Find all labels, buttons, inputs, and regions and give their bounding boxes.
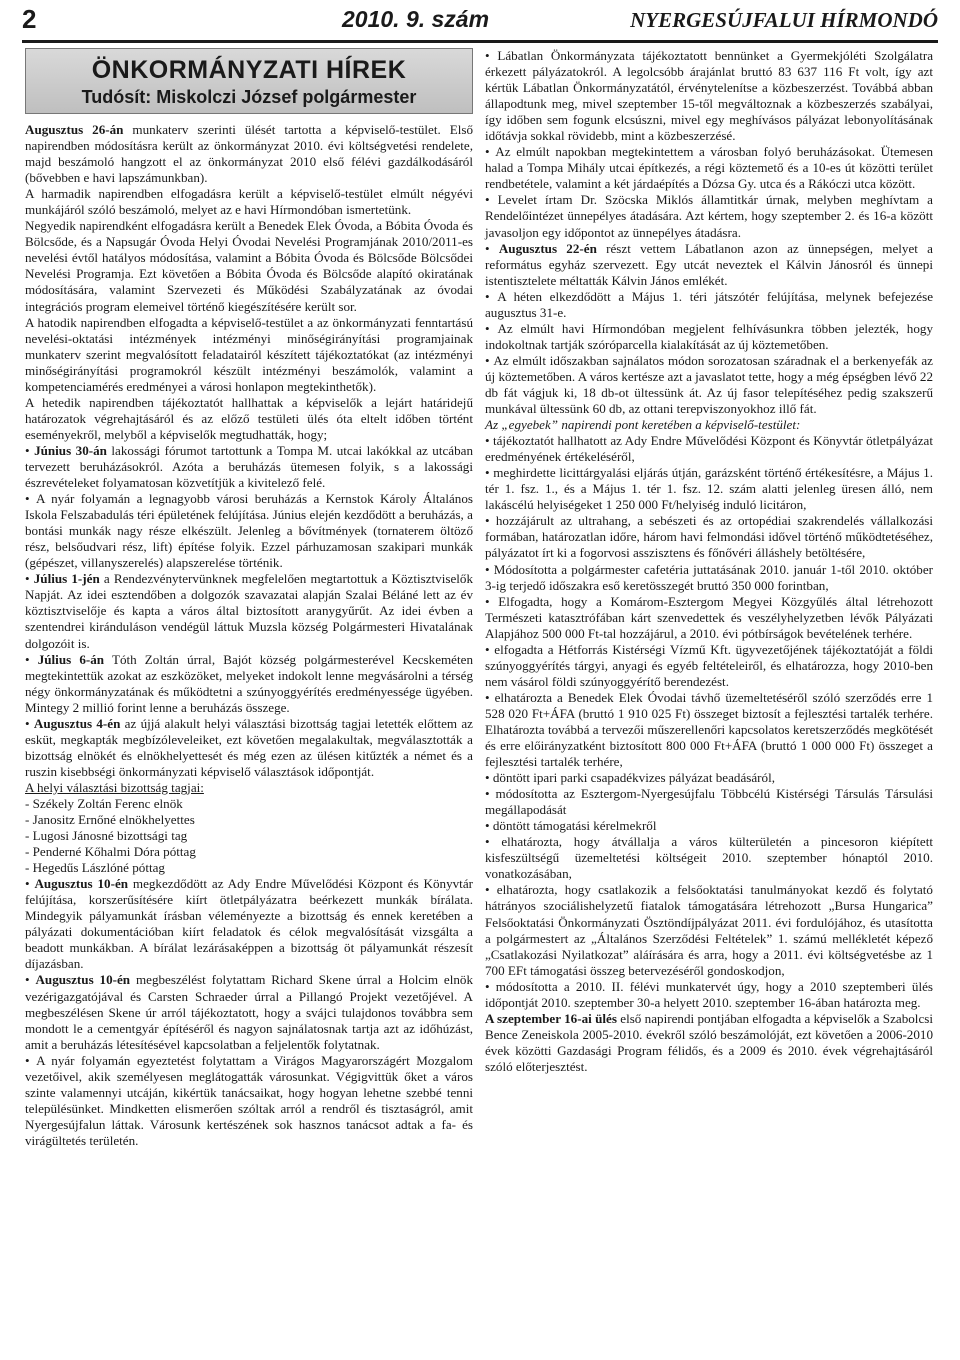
bullet-item: • Az elmúlt havi Hírmondóban megjelent felhívásunkra többen jelezték, hogy indokoltnak tartják szóróparcella kialakítását az új köztemetőben. [485,321,933,353]
agenda-item: • döntött ipari parki csapadékvizes pályázat beadásáról, [485,770,933,786]
paper-title: NYERGESÚJFALUI HÍRMONDÓ [630,8,938,32]
section-title-box [25,48,473,114]
date-lead: Június 30-án [34,442,107,458]
date-lead: Augusztus 10-én [34,876,129,892]
member-item: - Hegedűs Lászlóné póttag [25,860,165,876]
bullet-text: az újjá alakult helyi választási bizottság tagjai letették előttem az esküt, megkapták megbízóleveleiket, ezt követően megalakultak, megválasztották a bizottság elnökét és elnökhelyettesét és még ezen az ülésen kitűzték a német és a ruszin kisebbségi önkormányzati képviselő választások időpontját. [25,715,473,779]
date-lead: A szeptember 16-ai ülés [485,1010,617,1026]
page-header [22,2,938,42]
member-item: - Penderné Kőhalmi Dóra póttag [25,844,196,860]
date-lead: Augusztus 10-én [35,972,131,988]
bullet-item: • Az elmúlt időszakban sajnálatos módon sorozatosan száradnak el a berkenyefák az új köztemetőben. A város kertésze azt a javaslatot tette, hogy a még épségben lévő 22 db fát vágjuk ki, 18 db-ot ültessünk át. Az új fasor telepítéséhez pedig szakszerű munkával ültessünk 60 db, az ottani terepviszonyokhoz illő fát. [485,353,933,417]
agenda-item: • elhatározta, hogy átvállalja a város külterületén a pincesoron kiépített kisfeszültségű üzemeltetési költségeit 2010. szeptember hónaptól 2010. vonatkozásában, [485,834,933,882]
agenda-item: • módosította az Esztergom-Nyergesújfalu Többcélú Kistérségi Társulás Társulási megállapodását [485,786,933,818]
egyebek-title [485,417,933,433]
section-title: ÖNKORMÁNYZATI HÍREK [91,56,407,84]
date-lead: Augusztus 26-án [25,122,124,137]
member-item: - Székely Zoltán Ferenc elnök [25,795,183,811]
bullet-item [25,876,473,972]
agenda-item: • döntött támogatási kérelmekről [485,818,933,834]
bullet-item: • A nyár folyamán egyeztetést folytattam a Virágos Magyarországért Mozgalom vezetőivel, akik személyesen meglátogatták városunkat. Végigvittük őket a város szinte valamennyi utcáján, kikértük tanácsaikat, hogy hogyan lehetne szebbé tenni településünket. Mindketten elismerően szóltak arról a rendről és tisztaságról, amit Nyergesújfalun láttak. Városunk kertészének sok hasznos tanácsot adtak a fa- és virágültetés területén. [25,1053,473,1149]
bullet-item: • A nyár folyamán a legnagyobb városi beruházás a Kernstok Károly Általános Iskola Felszabadulás téri épületének felújítása. Június elején kezdődött a beruházás, a bontási munkák nagy része elkészült. Jelenleg a bővítmények (tornaterem öltöző rész, belsőudvari rész, lift) építése folyik. Ezzel párhuzamosan szakipari munkák (gépészet, villanyszerelés) alapszerelése történik. [25,491,473,571]
bullet-item: • Levelet írtam Dr. Szöcska Miklós államtitkár úrnak, melyben meghívtam a Rendelőintézet ünnepélyes átadására. Azt kértem, hogy szeptember 2. és 16-a között javasoljon egy időpontot az ünnepélyes átadásra. [485,192,933,240]
agenda-item: • tájékoztatót hallhatott az Ady Endre Művelődési Központ és Könyvtár ötletpályázat eredményének értékeléséről, [485,433,933,465]
date-lead: Július 6-án [37,651,105,667]
agenda-item: • Módosította a polgármester cafetéria juttatásának 2010. január 1-től 2010. október 3-ig terjedő időszakra eső keretösszegét bruttó 350 000 forintban, [485,562,933,594]
agenda-item: • Elfogadta, hogy a Komárom-Esztergom Megyei Közgyűlés által létrehozott Természeti katasztrófában kárt szenvedettek és veszélyhelyzetben lévők Pályázati Alapjához 500 000 Ft-tal hozzájárul, a 2010. évi pótbírságok bevételének terhére. [485,594,933,642]
header-rule [22,40,938,43]
paragraph: A hetedik napirendben tájékoztatót hallhattak a képviselők a lejárt határidejű határozatok végrehajtásáról és az előző testületi ülés óta eltelt időben történt eseményekről, melyből a képviselők megtudhatták, hogy; [25,394,473,442]
section-subtitle: Tudósít: Miskolczi József polgármester [81,87,417,107]
bullet-text: megbeszélést folytattam Richard Skene úrral a Holcim elnök vezérigazgatójával és Carsten Schraeder úrral a Pillangó Projekt vezetőjével. A megbeszélésen Skene úr arról tájékoztatott, hogy a svájci tulajdonos továbbra sem mondott le a cementgyár építéséről és nagyon sajnálatosnak tartja azt az időhúzást, amit a beruházás létesítésével kapcsolatban a feljelentők folytatnak. [25,972,473,1052]
members-title: A helyi választási bizottság tagjai: [25,779,204,795]
date-lead: Augusztus 22-én [498,240,597,256]
agenda-item: • elfogadta a Hétforrás Kistérségi Vízmű Kft. ügyvezetőjének tájékoztatóját a földi szúnyoggyérítés tárgyi, anyagi és egyéb feltételeiről, és elhatározza, hogy 2010-ben nem vásárol földi szúnyoggyérítő berendezést. [485,642,933,690]
bullet-text: megkezdődött az Ady Endre Művelődési Központ és Könyvtár felújítása, korszerűsítésére kiírt ötletpályázatra beérkezett munkák bírálata. Mindegyik pályamunkát írásban véleményezte a bizottság és ennek keretében a pályázati dokumentációban kiírt feladatok és célok megvalósítását vizsgálta a beadott munkákban. A bírálat lezárásaképpen a bizottság öt pályamunkát részesít díjazásban. [25,876,473,972]
paragraph [485,1011,933,1075]
member-item: - Lugosi Jánosné bizottsági tag [25,828,188,844]
bullet-item [485,241,933,289]
bullet-text: részt vettem Lábatlanon azon az ünnepségen, melyet a református egyház szervezett. Egy utcát neveztek el Kálvin Jánosról és ünnepi istentisztelete méltatták Kálvin János emlékét. [485,240,933,288]
paragraph-text: munkaterv szerinti ülését tartotta a képviselő-testület. Első napirendben módosításra került az önkormányzat 2010. évi költségvetési rendelete, majd beszámoló hangzott el az önkormányzat 2010 első félévi gazdálkodásáról (bővebben e havi lapszámunkban). [25,122,473,186]
bullet-item [25,571,473,651]
bullet-item [25,443,473,491]
bullet-item: • Az elmúlt napokban megtekintettem a városban folyó beruházásokat. Ütemesen halad a Tompa Mihály utcai építkezés, a régi köztemető és a 10-es út közötti terület rendbetétele, valamint a két járdaépítés a Dózsa Gy. utca és a Rákóczi utca között. [485,144,933,192]
bullet-text: lakossági fórumot tartottunk a Tompa M. utcai lakókkal az utcában tervezett beruházásokról. Azóta a beruházás ütemesen folyik, s a lakossági észrevételeket folyamatosan közvetítjük a kivitelező felé. [25,442,474,491]
agenda-item: • módosította a 2010. II. félévi munkatervét úgy, hogy a 2010 szeptemberi ülés időpontját 2010. szeptember 30-a helyett 2010. szeptember 16-ában határozta meg. [485,979,933,1011]
agenda-item: • elhatározta a Benedek Elek Óvodai távhő üzemeltetéséről szóló szerződés erre 1 528 020 Ft+ÁFA (bruttó 1 910 025 Ft) összeget biztosít a fejlesztési tartalék terhére. Elhatározta továbbá a tervezői műszerellenőri kapcsolatos keretszerződés megkötését és erre előirányzatként biztosított 800 000 Ft+ÁFA (bruttó 1 000 000 Ft) összeget a fejlesztési tartalék terhére, [485,690,933,770]
date-lead: Augusztus 4-én [33,715,121,731]
page-number: 2 [22,4,37,34]
paragraph: A harmadik napirendben elfogadásra került a képviselő-testület elmúlt négyévi munkájáról szóló beszámoló, melyet az e havi Hírmondóban ismertetünk. [25,186,473,218]
paragraph [25,122,473,186]
agenda-item: • elhatározta, hogy csatlakozik a felsőoktatási tanulmányokat kezdő és folytató hátrányos szociálishelyzetű fiatalok támogatására létrehozott „Bursa Hungarica” Felsőoktatási Önkormányzati Ösztöndíjpályázat 2011. évi fordulójához, és utasította a polgármestert az „Általános Szerződési Feltételek” 1. számú mellékletét képező „Csatlakozási Nyilatkozat” aláírására és arra, hogy a 2011. évi költségvetésbe az 1 700 EFt támogatási összeg betervezéséről gondoskodjon, [485,882,933,978]
bullet-item: • A héten elkezdődött a Május 1. téri játszótér felújítása, melynek befejezése augusztus 31-e. [485,289,933,321]
egyebek-title-text: Az „egyebek” napirendi pont keretében a képviselő-testület: [485,417,801,433]
paragraph: A hatodik napirendben elfogadta a képviselő-testület a az önkormányzati fenntartású nevelési-oktatási intézmények intézményi minőségirányítási programjainak munkaterv szerint megvalósított feladatairól készített tájékoztatókat (az intézményi minőségirányítási programokról készült intézményi beszámolók, valamint a kompetenciamérés eredményei a városi honlapon megtekinthetők). [25,314,473,394]
bullet-item [25,972,473,1052]
date-lead: Július 1-jén [33,571,100,587]
bullet-item: • Lábatlan Önkormányzata tájékoztatott bennünket a Gyermekjóléti Szolgálatra érkezett pályázatokról. A legolcsóbb árajánlat bruttó 83 637 116 Ft volt, így azt kértük Lábatlan Önkormányzatától, érvénytelenítse a közbeszerzést. Továbbá abban állapodtunk meg, mivel szeptember 15-től megváltoznak a közbeszerzés szabályai, így időben sem fogunk elcsúszni, mivel egy meghívásos pályázat lebonyolításának időtávja sokkal rövidebb, mint a közbeszerzésé. [485,48,933,144]
paragraph-text: első napirendi pontjában elfogadta a képviselők a Szabolcsi Bence Zeneiskola 2005-2010. évekről szóló beszámolóját, ezt követően a 2006-2010 évek közötti Gazdasági Program félidős, és a 2009 és 2010. évek végrehajtásáról szóló előterjesztést. [485,1010,933,1074]
paragraph: Negyedik napirendként elfogadásra került a Benedek Elek Óvoda, a Bóbita Óvoda és Bölcsőde, és a Napsugár Óvoda Helyi Óvodai Nevelési Programjának 2010/2011-es nevelési évtől hatályos módosítása, valamint a Bóbita Óvoda és Bölcsőde Bölcsődei Nevelési Programja. Ezt követően a Bóbita Óvoda és Bölcsőde alapító okiratának módosítására, valamint Szervezeti és Működési Szabályzatának az óvodai integrációs program elemeivel történő kiegészítésére került sor. [25,218,473,314]
bullet-text: Tóth Zoltán úrral, Bajót község polgármesterével Kecskeméten megtekintettük azokat az eszközöket, melyeket indokolt lenne megvásárolni a térség négy önkormányzatának és működtetni a szúnyoggyérítés eredményessége ügyében. Mintegy 2 millió forint lenne a beruházás összege. [25,651,473,715]
agenda-item: • hozzájárult az ultrahang, a sebészeti és az ortopédiai szakrendelés vállalkozási formában, határozatlan időre, három havi felmondási idővel történő működtetéséhez, pályázatot írt ki a fogorvosi asszisztens és főnővéri álláshely betöltésére, [485,513,933,561]
bullet-item [25,716,473,780]
left-column [25,48,473,1149]
issue-number: 2010. 9. szám [342,6,490,32]
bullet-item [25,652,473,716]
agenda-item: • meghirdette licittárgyalási eljárás útján, garázsként történő értékesítésre, a Május 1. tér 1. fsz. 1., és a Május 1. tér 1. fsz. 12. szám alatti jelenleg üresen álló, nem lakáscélú helyiségeket 1 250 000 Ft/helyiség induló licitáron, [485,465,933,513]
member-item: - Janositz Ernőné elnökhelyettes [25,812,195,828]
right-column [485,48,933,1075]
bullet-text: a Rendezvénytervünknek megfelelően megtartottuk a Köztisztviselők Napját. Az idei esztendőben a dolgozók szavazatai alapján Szalai Béláné lett az év köztisztviselője és kapta a város által biztosított aranygyűrűt. Az idei évben a szentendrei kiránduláson vendégül láttuk Muzsla község Polgármesteri Hivatalának dolgozóit is. [25,571,473,651]
